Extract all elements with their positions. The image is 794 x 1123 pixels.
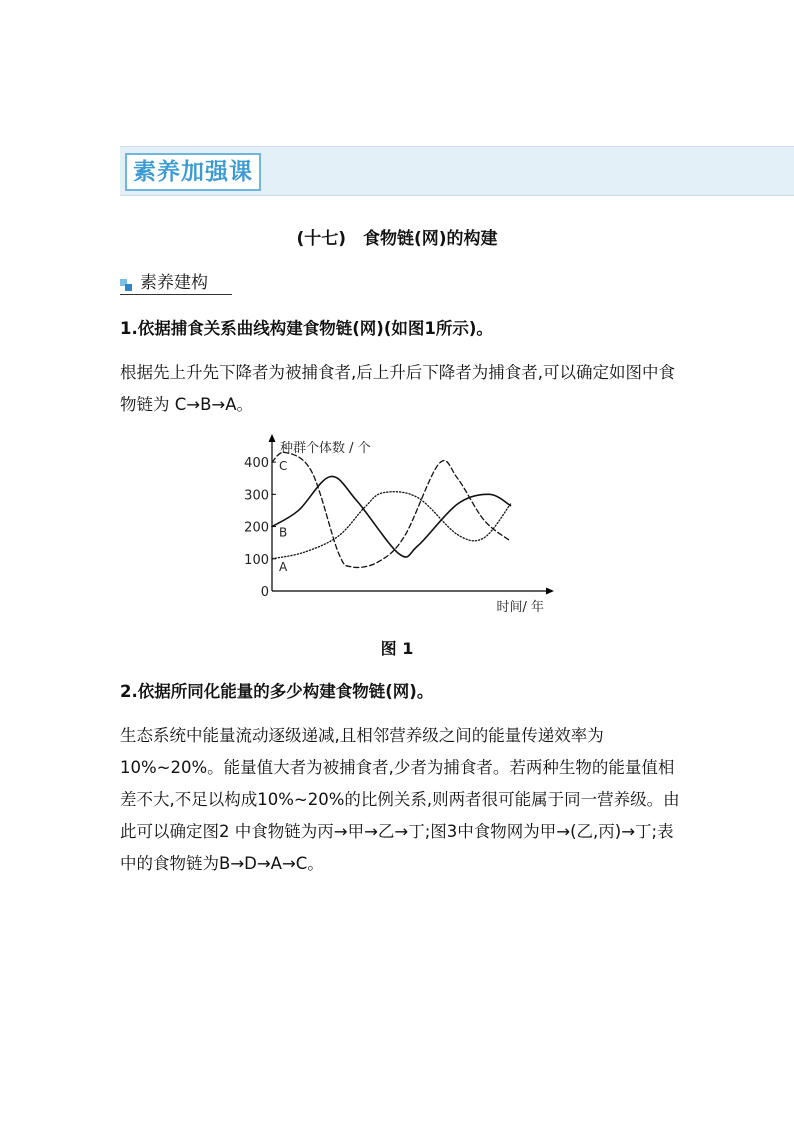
item1-body: 根据先上升先下降者为被捕食者,后上升后下降者为捕食者,可以确定如图中食物链为 C→B→A。 xyxy=(120,363,675,414)
y-tick-label: 400 xyxy=(244,456,269,472)
series-line-A xyxy=(272,492,511,559)
y-axis-label: 种群个体数 / 个 xyxy=(280,441,371,456)
section-heading xyxy=(120,272,232,295)
y-axis-arrow-icon xyxy=(269,434,276,442)
series-line-C xyxy=(272,452,511,567)
item2-heading: 2.依据所同化能量的多少构建食物链(网)。 xyxy=(120,682,434,701)
x-axis-label: 时间/ 年 xyxy=(496,600,544,615)
series-label-C: C xyxy=(279,459,288,474)
x-axis-arrow-icon xyxy=(546,588,554,595)
y-tick-label: 300 xyxy=(244,488,269,504)
lesson-title: (十七) 食物链(网)的构建 xyxy=(296,229,498,249)
banner-label: 素养加强课 xyxy=(125,153,261,191)
series-line-B xyxy=(272,476,511,557)
population-chart xyxy=(230,432,560,618)
item1-heading: 1.依据捕食关系曲线构建食物链(网)(如图1所示)。 xyxy=(120,319,493,338)
section-label: 素养建构 xyxy=(140,273,208,293)
y-tick-label: 0 xyxy=(260,585,269,600)
banner xyxy=(120,146,794,196)
item2-body: 生态系统中能量流动逐级递减,且相邻营养级之间的能量传递效率为10%~20%。能量值大者为被捕食者,少者为捕食者。若两种生物的能量值相差不大,不足以构成10%~20%的比例关系,则两者很可能属于同一营养级。由此可以确定图2 中食物链为丙→甲→乙→丁;图3中食物网为甲→(乙,丙)→丁;表中的食物链为B→D→A→C。 xyxy=(120,726,680,873)
squares-icon xyxy=(120,279,132,291)
series-label-B: B xyxy=(279,525,288,540)
figure1-caption: 图 1 xyxy=(380,639,414,658)
series-label-A: A xyxy=(279,559,288,574)
y-tick-label: 200 xyxy=(244,520,269,536)
y-tick-label: 100 xyxy=(244,552,269,568)
